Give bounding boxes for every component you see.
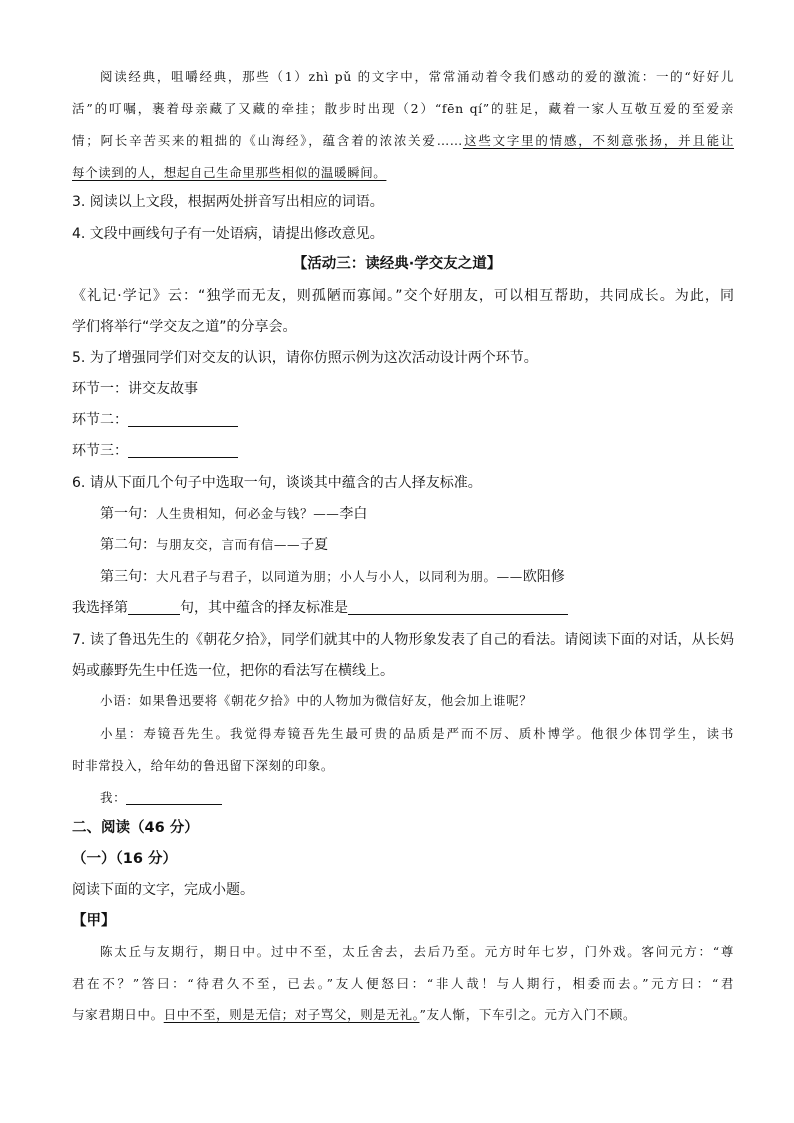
classical-line-3-end: ”友人惭，下车引之。元方入门不顾。 xyxy=(419,1007,637,1022)
sentence-3-author: 欧阳修 xyxy=(522,569,565,585)
passage-line-3 xyxy=(72,130,734,152)
link-3-row xyxy=(72,440,734,462)
intro-line-2: 学们将举行“学交友之道”的分享会。 xyxy=(72,319,297,335)
classical-underlined-sentence: 日中不至，则是无信；对子骂父，则是无礼。 xyxy=(163,1007,420,1022)
link-2-label: 环节二： xyxy=(72,412,128,428)
part-1-heading: （一）（16 分） xyxy=(72,851,177,867)
link-2-answer-blank[interactable] xyxy=(128,411,238,427)
choice-row xyxy=(72,597,734,619)
dialog-xiaoyu: 小语：如果鲁迅要将《朝花夕拾》中的人物加为微信好友，他会加上谁呢？ xyxy=(100,693,533,708)
choice-number-blank[interactable] xyxy=(128,599,180,615)
intro-line-1: 《礼记·学记》云：“独学而无友，则孤陋而寡闻。”交个好朋友，可以相互帮助，共同成长。为此，同 xyxy=(72,288,734,304)
sentence-1-quote: 人生贵相知，何必金与钱？—— xyxy=(156,506,340,521)
underlined-sentence-part-2: 每个读到的人，想起自己生命里那些相似的温暖瞬间。 xyxy=(72,165,387,180)
passage-line-2: 活”的叮嘱，裹着母亲藏了又藏的牵挂；散步时出现（2）“fēn qí”的驻足，藏着一家人互敬互爱的至爱亲 xyxy=(72,101,734,116)
section-2-heading: 二、阅读（46 分） xyxy=(72,820,199,836)
question-3: 3. 阅读以上文段，根据两处拼音写出相应的词语。 xyxy=(72,194,384,210)
dialog-me-row xyxy=(100,787,734,809)
choice-label: 我选择第 xyxy=(72,600,128,616)
classical-line-1: 陈太丘与友期行，期日中。过中不至，太丘舍去，去后乃至。元方时年七岁，门外戏。客问元方：“尊 xyxy=(100,944,734,959)
choice-standard-label: 句，其中蕴含的择友标准是 xyxy=(180,600,348,616)
choice-standard-blank[interactable] xyxy=(348,599,568,615)
passage-line-3-text: 情；阿长辛苦买来的粗拙的《山海经》，蕴含着的浓浓关爱…… xyxy=(72,133,463,148)
dialog-me-label: 我： xyxy=(100,790,127,805)
sentence-1-author: 李白 xyxy=(339,506,368,522)
classical-line-3-start: 与家君期日中。 xyxy=(72,1007,164,1022)
link-3-answer-blank[interactable] xyxy=(128,442,238,458)
sentence-1 xyxy=(100,503,734,525)
dialog-xiaoxing-line-1: 小星：寿镜吾先生。我觉得寿镜吾先生最可贵的品质是严而不厉、质朴博学。他很少体罚学生，读书 xyxy=(100,726,734,741)
question-4: 4. 文段中画线句子有一处语病，请提出修改意见。 xyxy=(72,226,384,242)
passage-line-1: 阅读经典，咀嚼经典，那些（1）zhì pǔ 的文字中，常常涌动着令我们感动的爱的激流：一的“好好儿 xyxy=(100,69,734,84)
link-2-row xyxy=(72,409,734,431)
sentence-2-quote: 与朋友交，言而有信—— xyxy=(156,537,301,552)
question-7-line-1: 7. 读了鲁迅先生的《朝花夕拾》，同学们就其中的人物形象发表了自己的看法。请阅读下面的对话，从长妈 xyxy=(72,632,734,648)
sentence-2-label: 第二句： xyxy=(100,537,156,553)
classical-line-2: 君在不？”答曰：“待君久不至，已去。”友人便怒曰：“非人哉！与人期行，相委而去。”元方曰：“君 xyxy=(72,976,734,991)
sentence-3-quote: 大凡君子与君子，以同道为朋；小人与小人，以同利为朋。—— xyxy=(156,569,523,584)
reading-instruction: 阅读下面的文字，完成小题。 xyxy=(72,882,254,898)
question-5: 5. 为了增强同学们对交友的认识，请你仿照示例为这次活动设计两个环节。 xyxy=(72,350,538,366)
activity-3-title: 【活动三：读经典·学交友之道】 xyxy=(292,256,502,272)
passage-jia-label: 【甲】 xyxy=(72,913,116,929)
sentence-1-label: 第一句： xyxy=(100,506,156,522)
dialog-xiaoxing-line-2: 时非常投入，给年幼的鲁迅留下深刻的印象。 xyxy=(72,758,335,773)
sentence-3-label: 第三句： xyxy=(100,569,156,585)
link-1: 环节一：讲交友故事 xyxy=(72,381,198,397)
dialog-me-answer-blank[interactable] xyxy=(126,789,222,805)
sentence-3 xyxy=(100,566,734,588)
question-6: 6. 请从下面几个句子中选取一句，谈谈其中蕴含的古人择友标准。 xyxy=(72,475,482,491)
sentence-2-author: 子夏 xyxy=(300,537,329,553)
underlined-sentence-part-1: 这些文字里的情感，不刻意张扬，并且能让 xyxy=(462,133,734,148)
classical-line-3 xyxy=(72,1004,734,1026)
question-7-line-2: 妈或藤野先生中任选一位，把你的看法写在横线上。 xyxy=(72,663,394,679)
passage-line-4 xyxy=(72,162,734,184)
link-3-label: 环节三： xyxy=(72,443,128,459)
sentence-2 xyxy=(100,534,734,556)
